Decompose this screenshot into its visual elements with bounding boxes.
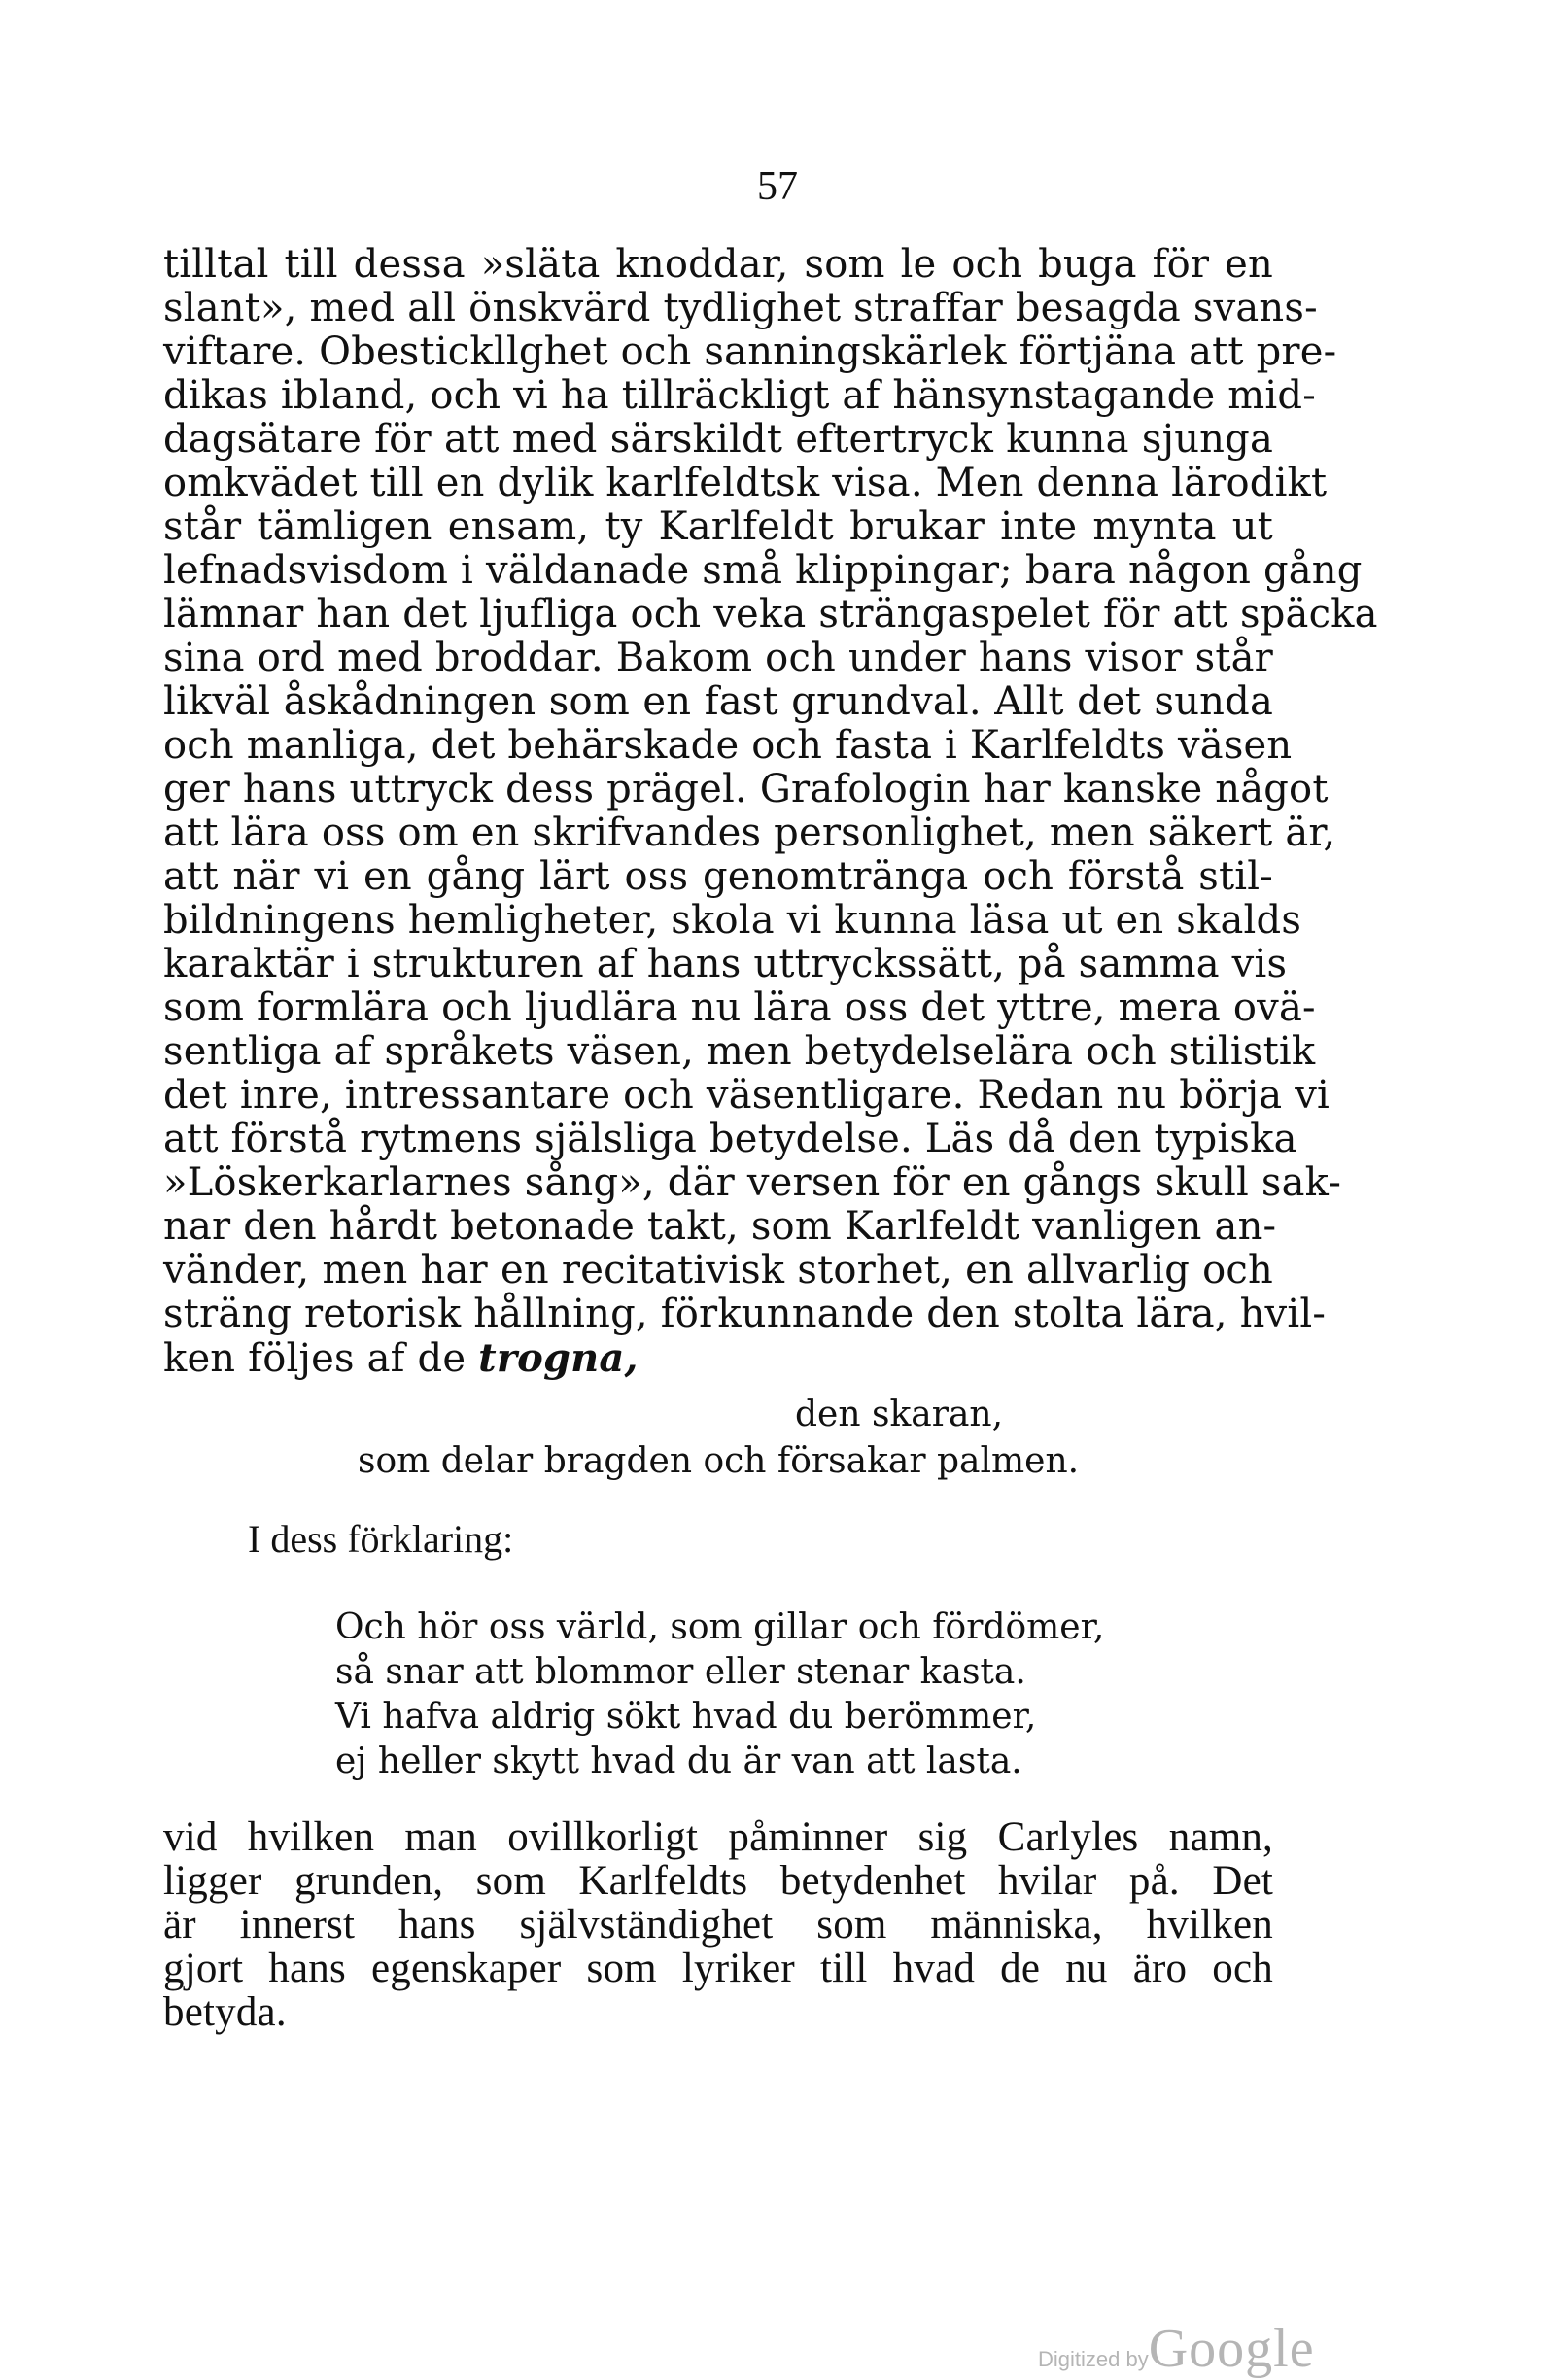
text-line: karaktär i strukturen af hans uttryckssätt, på samma vis	[163, 942, 1288, 986]
paragraph-1	[163, 242, 1378, 1381]
text-line: sträng retorisk hållning, förkunnande den stolta lära, hvil-	[163, 1292, 1327, 1336]
text-line: betyda.	[163, 1989, 287, 2035]
text-line: som formlära och ljudlära nu lära oss det yttre, mera ovä-	[163, 985, 1316, 1030]
quote-line: som delar bragden och försakar palmen.	[358, 1441, 1080, 1481]
paragraph-2	[163, 1815, 1273, 2034]
emphasis-trogna: trogna,	[478, 1335, 639, 1381]
text-line: vid hvilken man ovillkorligt påminner sig Carlyles namn,	[163, 1814, 1273, 1860]
text-line: vänder, men har en recitativisk storhet, en allvarlig och	[163, 1248, 1273, 1293]
text-line: att förstå rytmens själsliga betydelse. Läs då den typiska	[163, 1117, 1297, 1161]
text-line: »Löskerkarlarnes sång», där versen för en gångs skull sak-	[163, 1160, 1342, 1205]
text-line: slant», med all önskvärd tydlighet straffar besagda svans-	[163, 286, 1318, 330]
poem-intro: I dess förklaring:	[248, 1517, 514, 1561]
quote-line: den skaran,	[795, 1395, 1004, 1434]
text-line: likväl åskådningen som en fast grundval. Allt det sunda	[163, 679, 1273, 724]
poem-line: Och hör oss värld, som gillar och fördömer,	[335, 1607, 1105, 1647]
text-line: bildningens hemligheter, skola vi kunna läsa ut en skalds	[163, 898, 1302, 943]
text-line: är innerst hans självständighet som människa, hvilken	[163, 1902, 1273, 1948]
text-line: viftare. Obestickllghet och sanningskärlek förtjäna att pre-	[163, 329, 1337, 374]
text-line: tilltal till dessa »släta knoddar, som le och buga för en	[163, 242, 1273, 287]
text-line: gjort hans egenskaper som lyriker till hvad de nu äro och	[163, 1946, 1273, 1991]
text-line: lämnar han det ljufliga och veka strängaspelet för att späcka	[163, 592, 1378, 637]
text-line: nar den hårdt betonade takt, som Karlfeldt vanligen an-	[163, 1204, 1277, 1249]
text-line: står tämligen ensam, ty Karlfeldt brukar inte mynta ut	[163, 504, 1273, 549]
poem-line: ej heller skytt hvad du är van att lasta.	[335, 1742, 1022, 1781]
google-logo: Google	[1148, 2319, 1315, 2379]
text-line-prefix: ken följes af de	[163, 1336, 479, 1381]
text-line: sentliga af språkets väsen, men betydelselära och stilistik	[163, 1029, 1316, 1074]
text-line: ger hans uttryck dess prägel. Grafologin har kanske något	[163, 767, 1329, 811]
text-line: ligger grunden, som Karlfeldts betydenhet hvilar på. Det	[163, 1858, 1273, 1904]
poem-line: Vi hafva aldrig sökt hvad du berömmer,	[335, 1697, 1037, 1737]
text-line: sina ord med broddar. Bakom och under hans visor står	[163, 636, 1273, 680]
text-line: och manliga, det behärskade och fasta i Karlfeldts väsen	[163, 723, 1293, 768]
poem-line: så snar att blommor eller stenar kasta.	[335, 1652, 1026, 1692]
quotation-1	[0, 1392, 1555, 1485]
watermark-prefix: Digitized by	[1038, 2347, 1149, 2371]
digitized-watermark	[1038, 2318, 1315, 2380]
text-line: lefnadsvisdom i väldanade små klippingar; bara någon gång	[163, 548, 1363, 593]
text-line: att lära oss om en skrifvandes personlighet, men säkert är,	[163, 811, 1336, 855]
page-number: 57	[757, 164, 798, 209]
text-line: det inre, intressantare och väsentligare. Redan nu börja vi	[163, 1073, 1330, 1118]
text-line: omkvädet till en dylik karlfeldtsk visa. Men denna lärodikt	[163, 461, 1328, 505]
text-line: dikas ibland, och vi ha tillräckligt af hänsynstagande mid-	[163, 373, 1316, 418]
poem-stanza	[335, 1605, 1104, 1784]
text-line-last	[163, 1336, 1273, 1380]
text-line: att när vi en gång lärt oss genomtränga och förstå stil-	[163, 854, 1273, 899]
text-line: dagsätare för att med särskildt eftertryck kunna sjunga	[163, 417, 1273, 462]
